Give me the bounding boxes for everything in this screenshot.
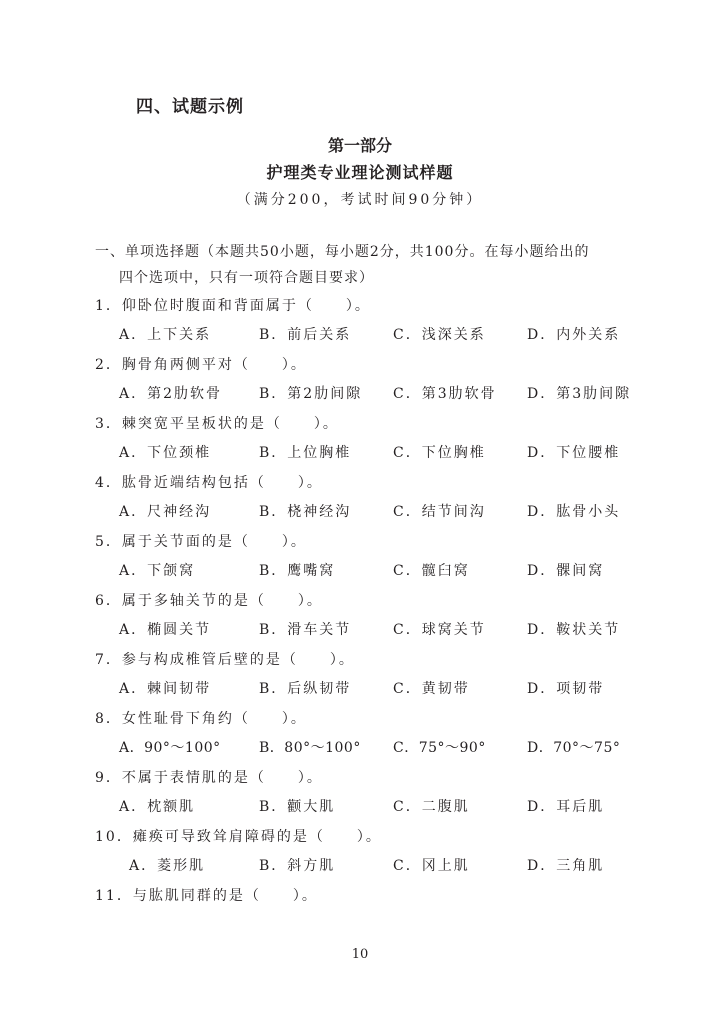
question-options — [119, 678, 639, 700]
option-c: C．二腹肌 — [393, 799, 470, 815]
option-b: B．80°～100° — [259, 740, 361, 756]
option-c: C．第3肋软骨 — [393, 386, 497, 402]
option-d: D．髁间窝 — [527, 563, 605, 579]
option-c: C．浅深关系 — [393, 327, 486, 343]
option-d: D．70°～75° — [527, 740, 621, 756]
option-c: C．结节间沟 — [393, 504, 486, 520]
question-options — [119, 324, 639, 346]
instructions-line-1: 一、单项选择题（本题共50小题，每小题2分，共100分。在每小题给出的 — [95, 244, 590, 260]
option-c: C．髋臼窝 — [393, 563, 470, 579]
question-stem: 6．属于多轴关节的是（ ）。 — [95, 593, 323, 609]
option-b: B．滑车关节 — [259, 622, 352, 638]
option-d: D．下位腰椎 — [527, 445, 621, 461]
question-stem: 10．瘫痪可导致耸肩障碍的是（ ）。 — [95, 829, 382, 845]
option-a: A．尺神经沟 — [119, 504, 212, 520]
option-a: A．棘间韧带 — [119, 681, 212, 697]
option-a: A．椭圆关节 — [119, 622, 212, 638]
option-a: A．下颌窝 — [119, 563, 196, 579]
paper-title: 护理类专业理论测试样题 — [266, 163, 454, 182]
option-c: C．冈上肌 — [393, 858, 470, 874]
paper-note: （满分200，考试时间90分钟） — [236, 192, 484, 208]
question-stem: 1．仰卧位时腹面和背面属于（ ）。 — [95, 298, 371, 314]
option-d: D．第3肋间隙 — [527, 386, 632, 402]
option-c: C．球窝关节 — [393, 622, 486, 638]
question-stem: 9．不属于表情肌的是（ ）。 — [95, 770, 323, 786]
option-d: D．鞍状关节 — [527, 622, 621, 638]
question-options — [119, 737, 639, 759]
option-b: B．颧大肌 — [259, 799, 336, 815]
option-c: C．黄韧带 — [393, 681, 470, 697]
option-c: C．下位胸椎 — [393, 445, 486, 461]
option-c: C．75°～90° — [393, 740, 486, 756]
option-d: D．肱骨小头 — [527, 504, 621, 520]
part-title: 第一部分 — [327, 136, 392, 155]
question-stem: 2．胸骨角两侧平对（ ）。 — [95, 357, 307, 373]
question-options — [119, 442, 639, 464]
option-d: D．内外关系 — [527, 327, 621, 343]
option-b: B．前后关系 — [259, 327, 352, 343]
question-stem: 8．女性耻骨下角约（ ）。 — [95, 711, 307, 727]
option-b: B．第2肋间隙 — [259, 386, 363, 402]
option-d: D．项韧带 — [527, 681, 605, 697]
option-d: D．耳后肌 — [527, 799, 605, 815]
question-stem: 5．属于关节面的是（ ）。 — [95, 534, 307, 550]
option-a: A．90°～100° — [119, 740, 221, 756]
option-a: A．第2肋软骨 — [119, 386, 223, 402]
option-b: B．后纵韧带 — [259, 681, 352, 697]
option-b: B．桡神经沟 — [259, 504, 352, 520]
option-a: A．菱形肌 — [129, 858, 206, 874]
option-a: A．上下关系 — [119, 327, 212, 343]
option-b: B．斜方肌 — [259, 858, 336, 874]
question-stem: 11．与肱肌同群的是（ ）。 — [95, 888, 318, 904]
question-stem: 3．棘突宽平呈板状的是（ ）。 — [95, 416, 339, 432]
section-heading: 四、试题示例 — [136, 97, 244, 117]
option-a: A．枕额肌 — [119, 799, 196, 815]
page-number: 10 — [351, 947, 369, 962]
question-stem: 4．肱骨近端结构包括（ ）。 — [95, 475, 323, 491]
question-stem: 7．参与构成椎管后壁的是（ ）。 — [95, 652, 355, 668]
question-options — [129, 855, 649, 877]
option-b: B．上位胸椎 — [259, 445, 352, 461]
question-options — [119, 796, 639, 818]
question-options — [119, 383, 639, 405]
question-options — [119, 560, 639, 582]
option-a: A．下位颈椎 — [119, 445, 212, 461]
instructions-line-2: 四个选项中，只有一项符合题目要求） — [119, 270, 374, 286]
option-d: D．三角肌 — [527, 858, 605, 874]
question-options — [119, 619, 639, 641]
question-options — [119, 501, 639, 523]
option-b: B．鹰嘴窝 — [259, 563, 336, 579]
